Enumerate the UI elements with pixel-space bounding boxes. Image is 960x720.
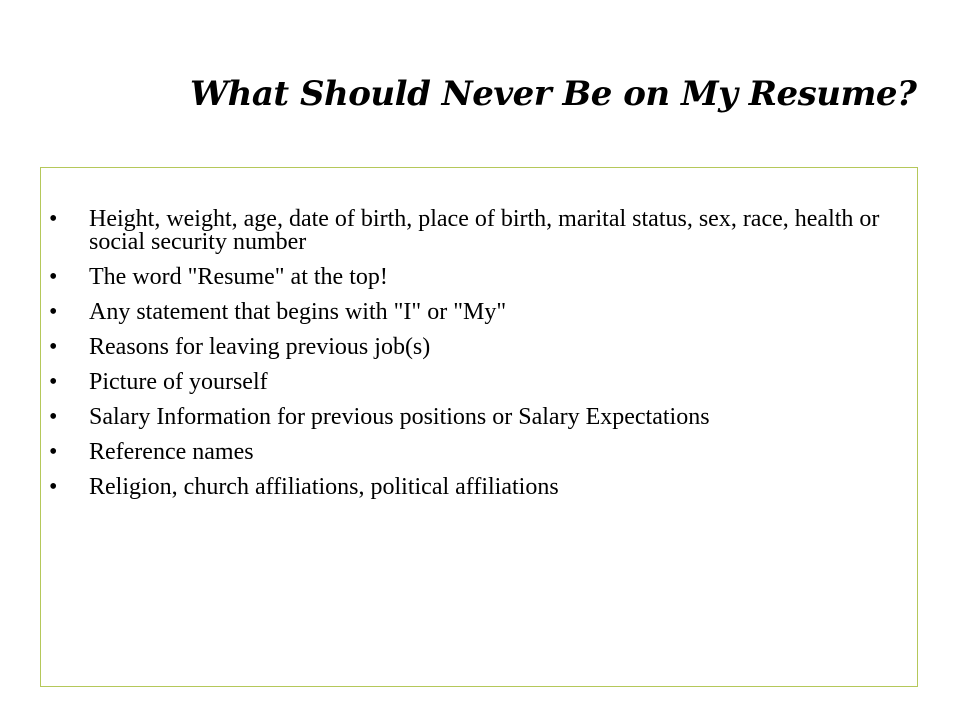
bullet-dot-icon (49, 441, 89, 464)
bullet-text: Salary Information for previous positions or Salary Expectations (89, 404, 710, 430)
bullet-text: Religion, church affiliations, political affiliations (89, 474, 559, 500)
bullet-text: Any statement that begins with "I" or "My" (89, 299, 507, 325)
bullet-dot-icon (49, 208, 89, 231)
bullet-item-salary (49, 406, 909, 429)
bullet-item-religion (49, 476, 909, 499)
bullet-text: Picture of yourself (89, 369, 268, 395)
bullet-text: Reference names (89, 439, 254, 465)
bullet-dot-icon (49, 476, 89, 499)
bullet-dot-icon (49, 336, 89, 359)
slide-title: What Should Never Be on My Resume? (190, 74, 917, 114)
bullet-list (49, 208, 909, 511)
content-box (40, 167, 918, 687)
bullet-item-reasons-leaving (49, 336, 909, 359)
bullet-text: The word "Resume" at the top! (89, 264, 388, 290)
bullet-item-references (49, 441, 909, 464)
bullet-dot-icon (49, 301, 89, 324)
bullet-item-picture (49, 371, 909, 394)
bullet-dot-icon (49, 371, 89, 394)
bullet-text: Reasons for leaving previous job(s) (89, 334, 431, 360)
bullet-dot-icon (49, 406, 89, 429)
bullet-item-resume-word (49, 266, 909, 289)
bullet-item-height-weight (49, 208, 909, 254)
bullet-dot-icon (49, 266, 89, 289)
bullet-item-i-or-my (49, 301, 909, 324)
bullet-text: Height, weight, age, date of birth, place of birth, marital status, sex, race, health or social security number (89, 206, 880, 255)
